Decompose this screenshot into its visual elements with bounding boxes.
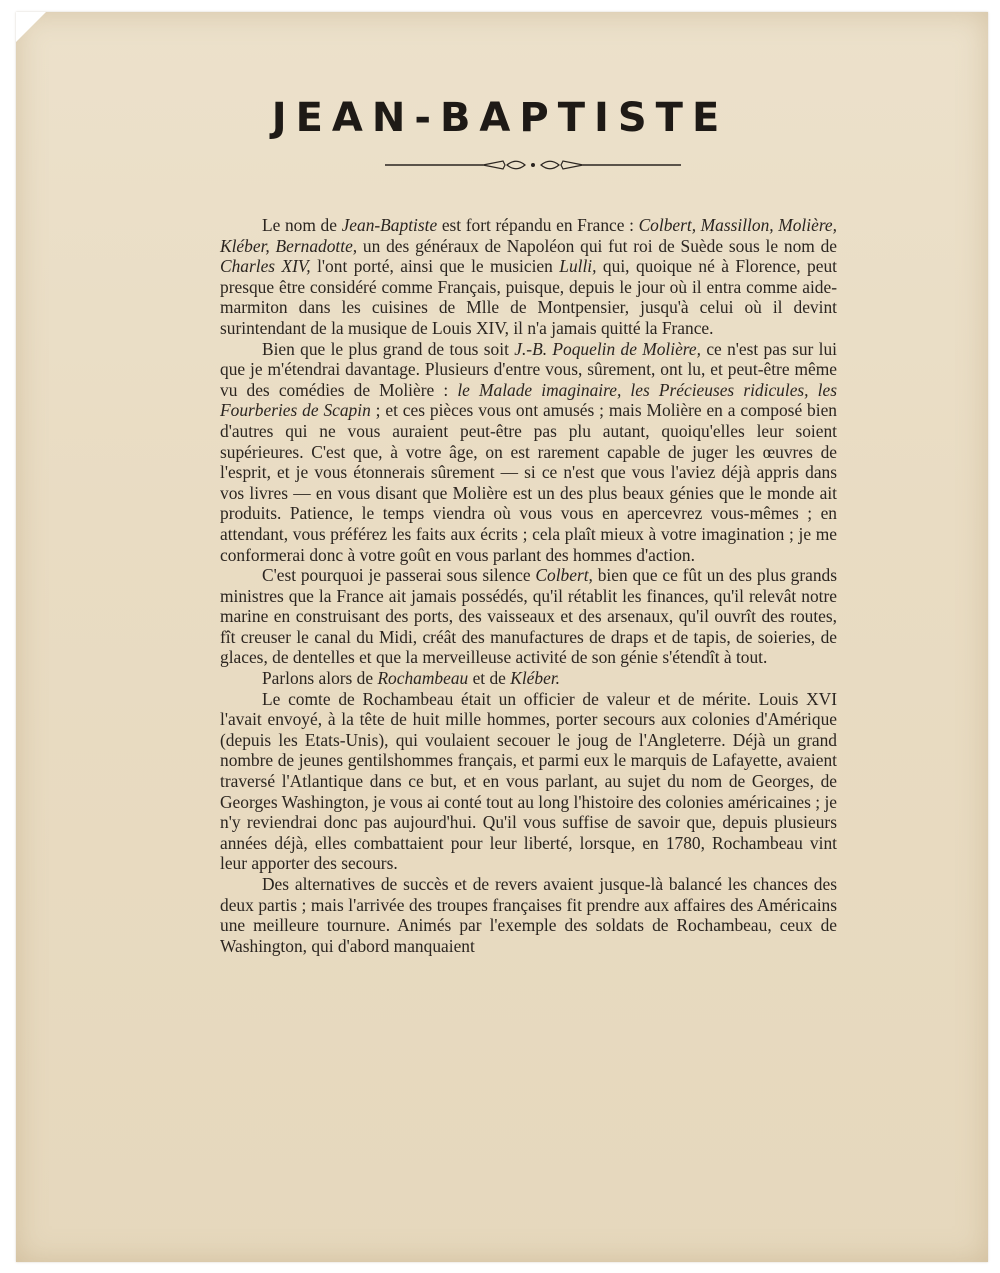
text-run: C'est pourquoi je passerai sous silence [262, 565, 536, 586]
page-title: JEAN-BAPTISTE [271, 95, 729, 141]
italic-text: J.-B. Poquelin de Molière, [514, 338, 701, 359]
paragraph [220, 339, 837, 566]
text-run: ; et ces pièces vous ont amusés ; mais Molière en a composé bien d'autres qui ne vous auraient peut-être pas plu autant, quoiqu'elles leur soient supérieures. C'est que, à votre âge, on est rarement capable de juger les œuvres de l'esprit, et je vous étonnerais sûrement — si ce n'est que vous l'aviez déjà appris dans vos livres — en vous disant que Molière est un des plus beaux génies que le monde ait produits. Patience, le temps viendra où vous vous en apercevrez vous-mêmes ; en attendant, vous préférez les faits aux écrits ; cela plaît mieux à votre imagination ; je me conformerai donc à votre goût en vous parlant des hommes d'action. [220, 400, 837, 565]
italic-text: Kléber. [510, 668, 561, 689]
paragraph [220, 215, 837, 339]
text-run: Le nom de [262, 215, 342, 235]
italic-text: Jean-Baptiste [341, 215, 438, 235]
italic-text: Colbert, Massillon, Molière, Kléber, Bernadotte, [220, 215, 838, 256]
italic-text: Colbert, [535, 565, 593, 586]
article-body [220, 215, 837, 956]
paragraph [220, 565, 837, 668]
text-run: ce n'est pas sur lui que je m'étendrai davantage. Plusieurs d'entre vous, sûrement, ont lu, et peut-être même vu des comédies de Molière : [220, 338, 838, 400]
italic-text: le Malade imaginaire, les Précieuses ridicules, les Fourberies de Scapin [220, 379, 837, 421]
text-run: Bien que le plus grand de tous soit [262, 338, 515, 359]
italic-text: Lulli, [559, 256, 597, 277]
text-run: et de [468, 668, 511, 689]
text-run: bien que ce fût un des plus grands ministres que la France ait jamais possédés, qu'il rétablit les finances, qu'il relevât notre marine en construisant des ports, des vaisseaux et des arsenaux, qu'il ouvrît des routes, fît creuser le canal du Midi, créât des manufactures de draps et de tapis, de soieries, de glaces, de dentelles et que la merveilleuse activité de son génie s'étendît à tout. [220, 565, 838, 668]
text-run: qui, quoique né à Florence, peut presque être considéré comme Français, puisque, depuis le jour où il entra comme aide-marmiton dans les cuisines de Mlle de Montpensier, jusqu'à celui où il devint surintendant de la musique de Louis XIV, il n'a jamais quitté la France. [220, 256, 837, 338]
text-run: Parlons alors de [262, 668, 378, 689]
paragraph [220, 874, 837, 956]
title-ornament [385, 157, 681, 173]
paragraph [220, 668, 837, 689]
paragraph [220, 689, 837, 874]
text-run: Le comte de Rochambeau était un officier de valeur et de mérite. Louis XVI l'avait envoyé, à la tête de huit mille hommes, porter secours aux colonies d'Amérique (depuis les Etats-Unis), qui voulaient secouer le joug de l'Angleterre. Déjà un grand nombre de jeunes gentilshommes français, et parmi eux le marquis de Lafayette, avaient traversé l'Atlantique dans ce but, et en vous parlant, au sujet du nom de Georges, de Georges Washington, je vous ai conté tout au long l'histoire des colonies américaines ; je n'y reviendrai donc pas aujourd'hui. Qu'il vous suffise de savoir que, depuis plusieurs années déjà, elles combattaient pour leur liberté, lorsque, en 1780, Rochambeau vint leur apporter des secours. [220, 688, 837, 874]
text-run: est fort répandu en France : [437, 215, 639, 235]
italic-text: Charles XIV, [220, 256, 311, 277]
text-run: un des généraux de Napoléon qui fut roi de Suède sous le nom de [357, 235, 837, 256]
text-run: Des alternatives de succès et de revers avaient jusque-là balancé les chances des deux partis ; mais l'arrivée des troupes françaises fit prendre aux affaires des Américains une meilleure tournure. Animés par l'exemple des soldats de Rochambeau, ceux de Washington, qui d'abord manquaient [220, 874, 837, 956]
folded-corner [16, 12, 46, 42]
italic-text: Rochambeau [377, 668, 469, 689]
text-run: l'ont porté, ainsi que le musicien [310, 256, 560, 277]
